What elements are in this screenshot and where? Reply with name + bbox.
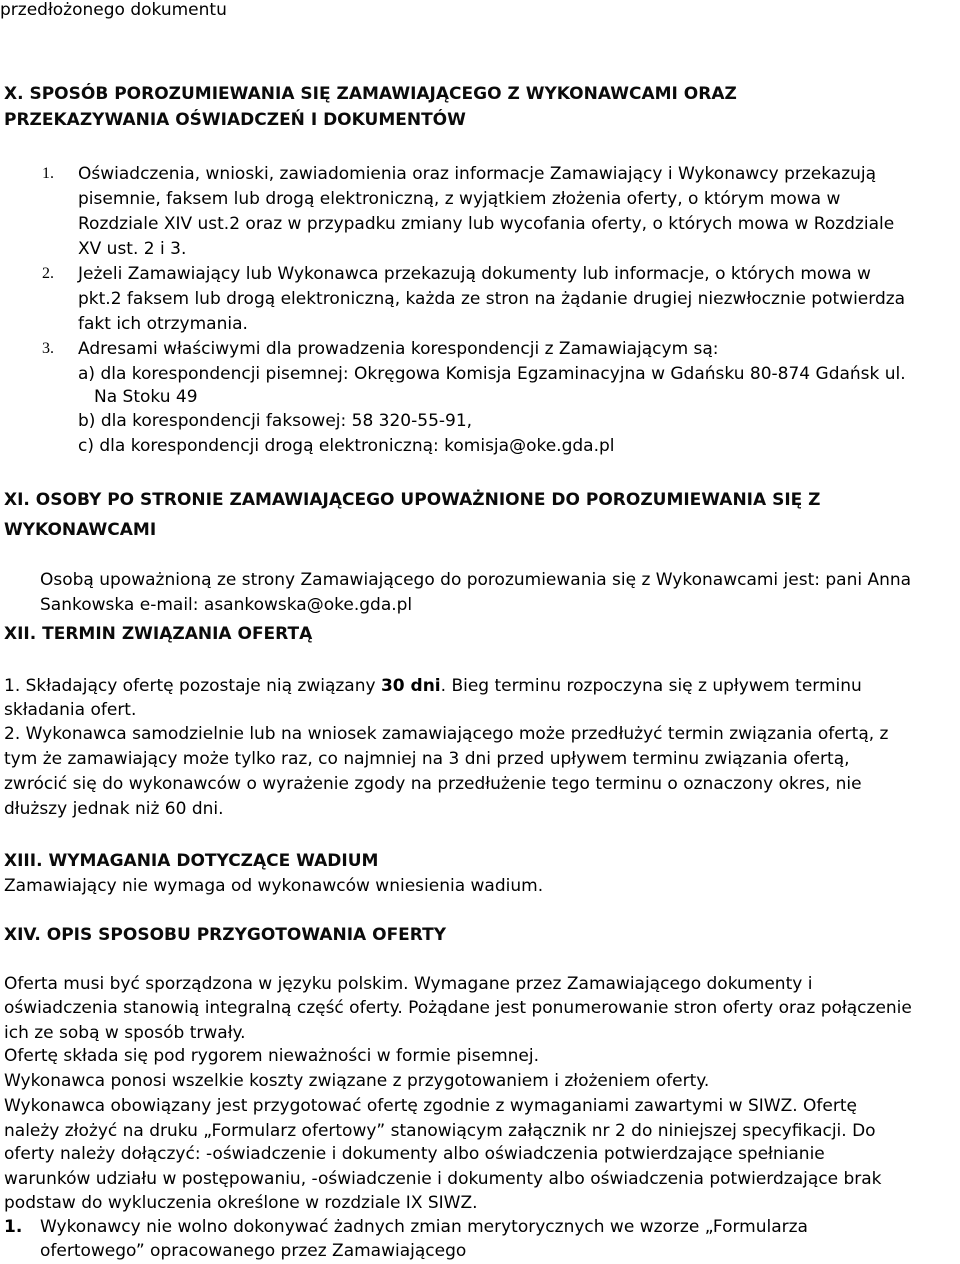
section-xii-p1-line2: składania ofert. <box>4 700 137 720</box>
section-xiii-body: Zamawiający nie wymaga od wykonawców wniesienia wadium. <box>4 876 544 896</box>
section-xii-p1-post: . Bieg terminu rozpoczyna się z upływem terminu <box>440 676 862 696</box>
section-xiv-line5: Wykonawca ponosi wszelkie koszty związane z przygotowaniem i złożeniem oferty. <box>4 1071 710 1091</box>
section-xi-title-line1: XI. OSOBY PO STRONIE ZAMAWIAJĄCEGO UPOWAŻNIONE DO POROZUMIEWANIA SIĘ Z <box>4 490 821 510</box>
list-number-3: 3. <box>42 340 54 357</box>
section-x-title-line2: PRZEKAZYWANIA OŚWIADCZEŃ I DOKUMENTÓW <box>4 110 466 130</box>
section-x-item1-line2: pisemnie, faksem lub drogą elektroniczną, z wyjątkiem złożenia oferty, o którym mowa w <box>78 189 841 209</box>
section-xii-p2-line3: zwrócić się do wykonawców o wyrażenie zgody na przedłużenie tego terminu o oznaczony okres, nie <box>4 774 862 794</box>
section-x-item2-line1: Jeżeli Zamawiający lub Wykonawca przekazują dokumenty lub informacje, o których mowa w <box>78 264 871 284</box>
section-x-item2-line2: pkt.2 faksem lub drogą elektroniczną, każda ze stron na żądanie drugiej niezwłocznie potwierdza <box>78 289 906 309</box>
section-x-item2-line3: fakt ich otrzymania. <box>78 314 248 334</box>
section-xiv-line6: Wykonawca obowiązany jest przygotować ofertę zgodnie z wymaganiami zawartymi w SIWZ. Ofertę <box>4 1096 857 1116</box>
section-xi-body-line2: Sankowska e-mail: asankowska@oke.gda.pl <box>40 595 413 615</box>
address-email: c) dla korespondencji drogą elektroniczną: komisja@oke.gda.pl <box>78 436 615 456</box>
address-postal-street: Na Stoku 49 <box>94 387 198 407</box>
section-xii-p2-line4: dłuższy jednak niż 60 dni. <box>4 799 224 819</box>
section-xiv-line7: należy złożyć na druku „Formularz ofertowy” stanowiącym załącznik nr 2 do niniejszej specyfikacji. Do <box>4 1121 876 1141</box>
section-xiv-line9: warunków udziału w postępowaniu, -oświadczenie i dokumenty albo oświadczenia potwierdzające brak <box>4 1169 882 1189</box>
section-xiv-item1-line2: ofertowego” opracowanego przez Zamawiającego <box>40 1241 467 1261</box>
section-xi-title-line2: WYKONAWCAMI <box>4 520 157 540</box>
binding-period: 30 dni <box>380 676 441 696</box>
section-xiv-line8: oferty należy dołączyć: -oświadczenie i dokumenty albo oświadczenia potwierdzające spełnianie <box>4 1144 825 1164</box>
section-xii-p2-line1: 2. Wykonawca samodzielnie lub na wniosek zamawiającego może przedłużyć termin związania ofertą, z <box>4 724 889 744</box>
section-xiv-line2: oświadczenia stanowią integralną część oferty. Pożądane jest ponumerowanie stron oferty oraz połączenie <box>4 998 912 1018</box>
section-xii-p1-line1 <box>4 676 862 696</box>
section-xii-title: XII. TERMIN ZWIĄZANIA OFERTĄ <box>4 624 313 644</box>
section-x-item1-line1: Oświadczenia, wnioski, zawiadomienia oraz informacje Zamawiający i Wykonawcy przekazują <box>78 164 877 184</box>
section-xi-body-line1: Osobą upoważnioną ze strony Zamawiającego do porozumiewania się z Wykonawcami jest: pani Anna <box>40 570 912 590</box>
top-fragment: przedłożonego dokumentu <box>0 0 227 20</box>
address-fax: b) dla korespondencji faksowej: 58 320-55-91, <box>78 411 473 431</box>
section-x-title-line1: X. SPOSÓB POROZUMIEWANIA SIĘ ZAMAWIAJĄCEGO Z WYKONAWCAMI ORAZ <box>4 84 737 104</box>
section-xiv-line4: Ofertę składa się pod rygorem nieważności w formie pisemnej. <box>4 1046 540 1066</box>
section-xiv-line3: ich ze sobą w sposób trwały. <box>4 1023 246 1043</box>
section-x-item1-line4: XV ust. 2 i 3. <box>78 239 187 259</box>
section-xiv-item1-number: 1. <box>4 1217 23 1237</box>
list-number-2: 2. <box>42 265 54 282</box>
section-xiv-item1-line1: Wykonawcy nie wolno dokonywać żadnych zmian merytorycznych we wzorze „Formularza <box>40 1217 808 1237</box>
section-xiv-line1: Oferta musi być sporządzona w języku polskim. Wymagane przez Zamawiającego dokumenty i <box>4 974 813 994</box>
section-xii-p1-pre: 1. Składający ofertę pozostaje nią związany <box>4 676 381 696</box>
section-xiii-title: XIII. WYMAGANIA DOTYCZĄCE WADIUM <box>4 851 379 871</box>
section-x-item3-line1: Adresami właściwymi dla prowadzenia korespondencji z Zamawiającym są: <box>78 339 719 359</box>
section-xiv-title: XIV. OPIS SPOSOBU PRZYGOTOWANIA OFERTY <box>4 925 447 945</box>
list-number-1: 1. <box>42 165 54 182</box>
section-xiv-line10: podstaw do wykluczenia określone w rozdziale IX SIWZ. <box>4 1193 478 1213</box>
section-x-item1-line3: Rozdziale XIV ust.2 oraz w przypadku zmiany lub wycofania oferty, o których mowa w Rozdziale <box>78 214 895 234</box>
section-xii-p2-line2: tym że zamawiający może tylko raz, co najmniej na 3 dni przed upływem terminu związania ofertą, <box>4 749 850 769</box>
address-postal: a) dla korespondencji pisemnej: Okręgowa Komisja Egzaminacyjna w Gdańsku 80-874 Gdańsk ul. <box>78 364 906 384</box>
